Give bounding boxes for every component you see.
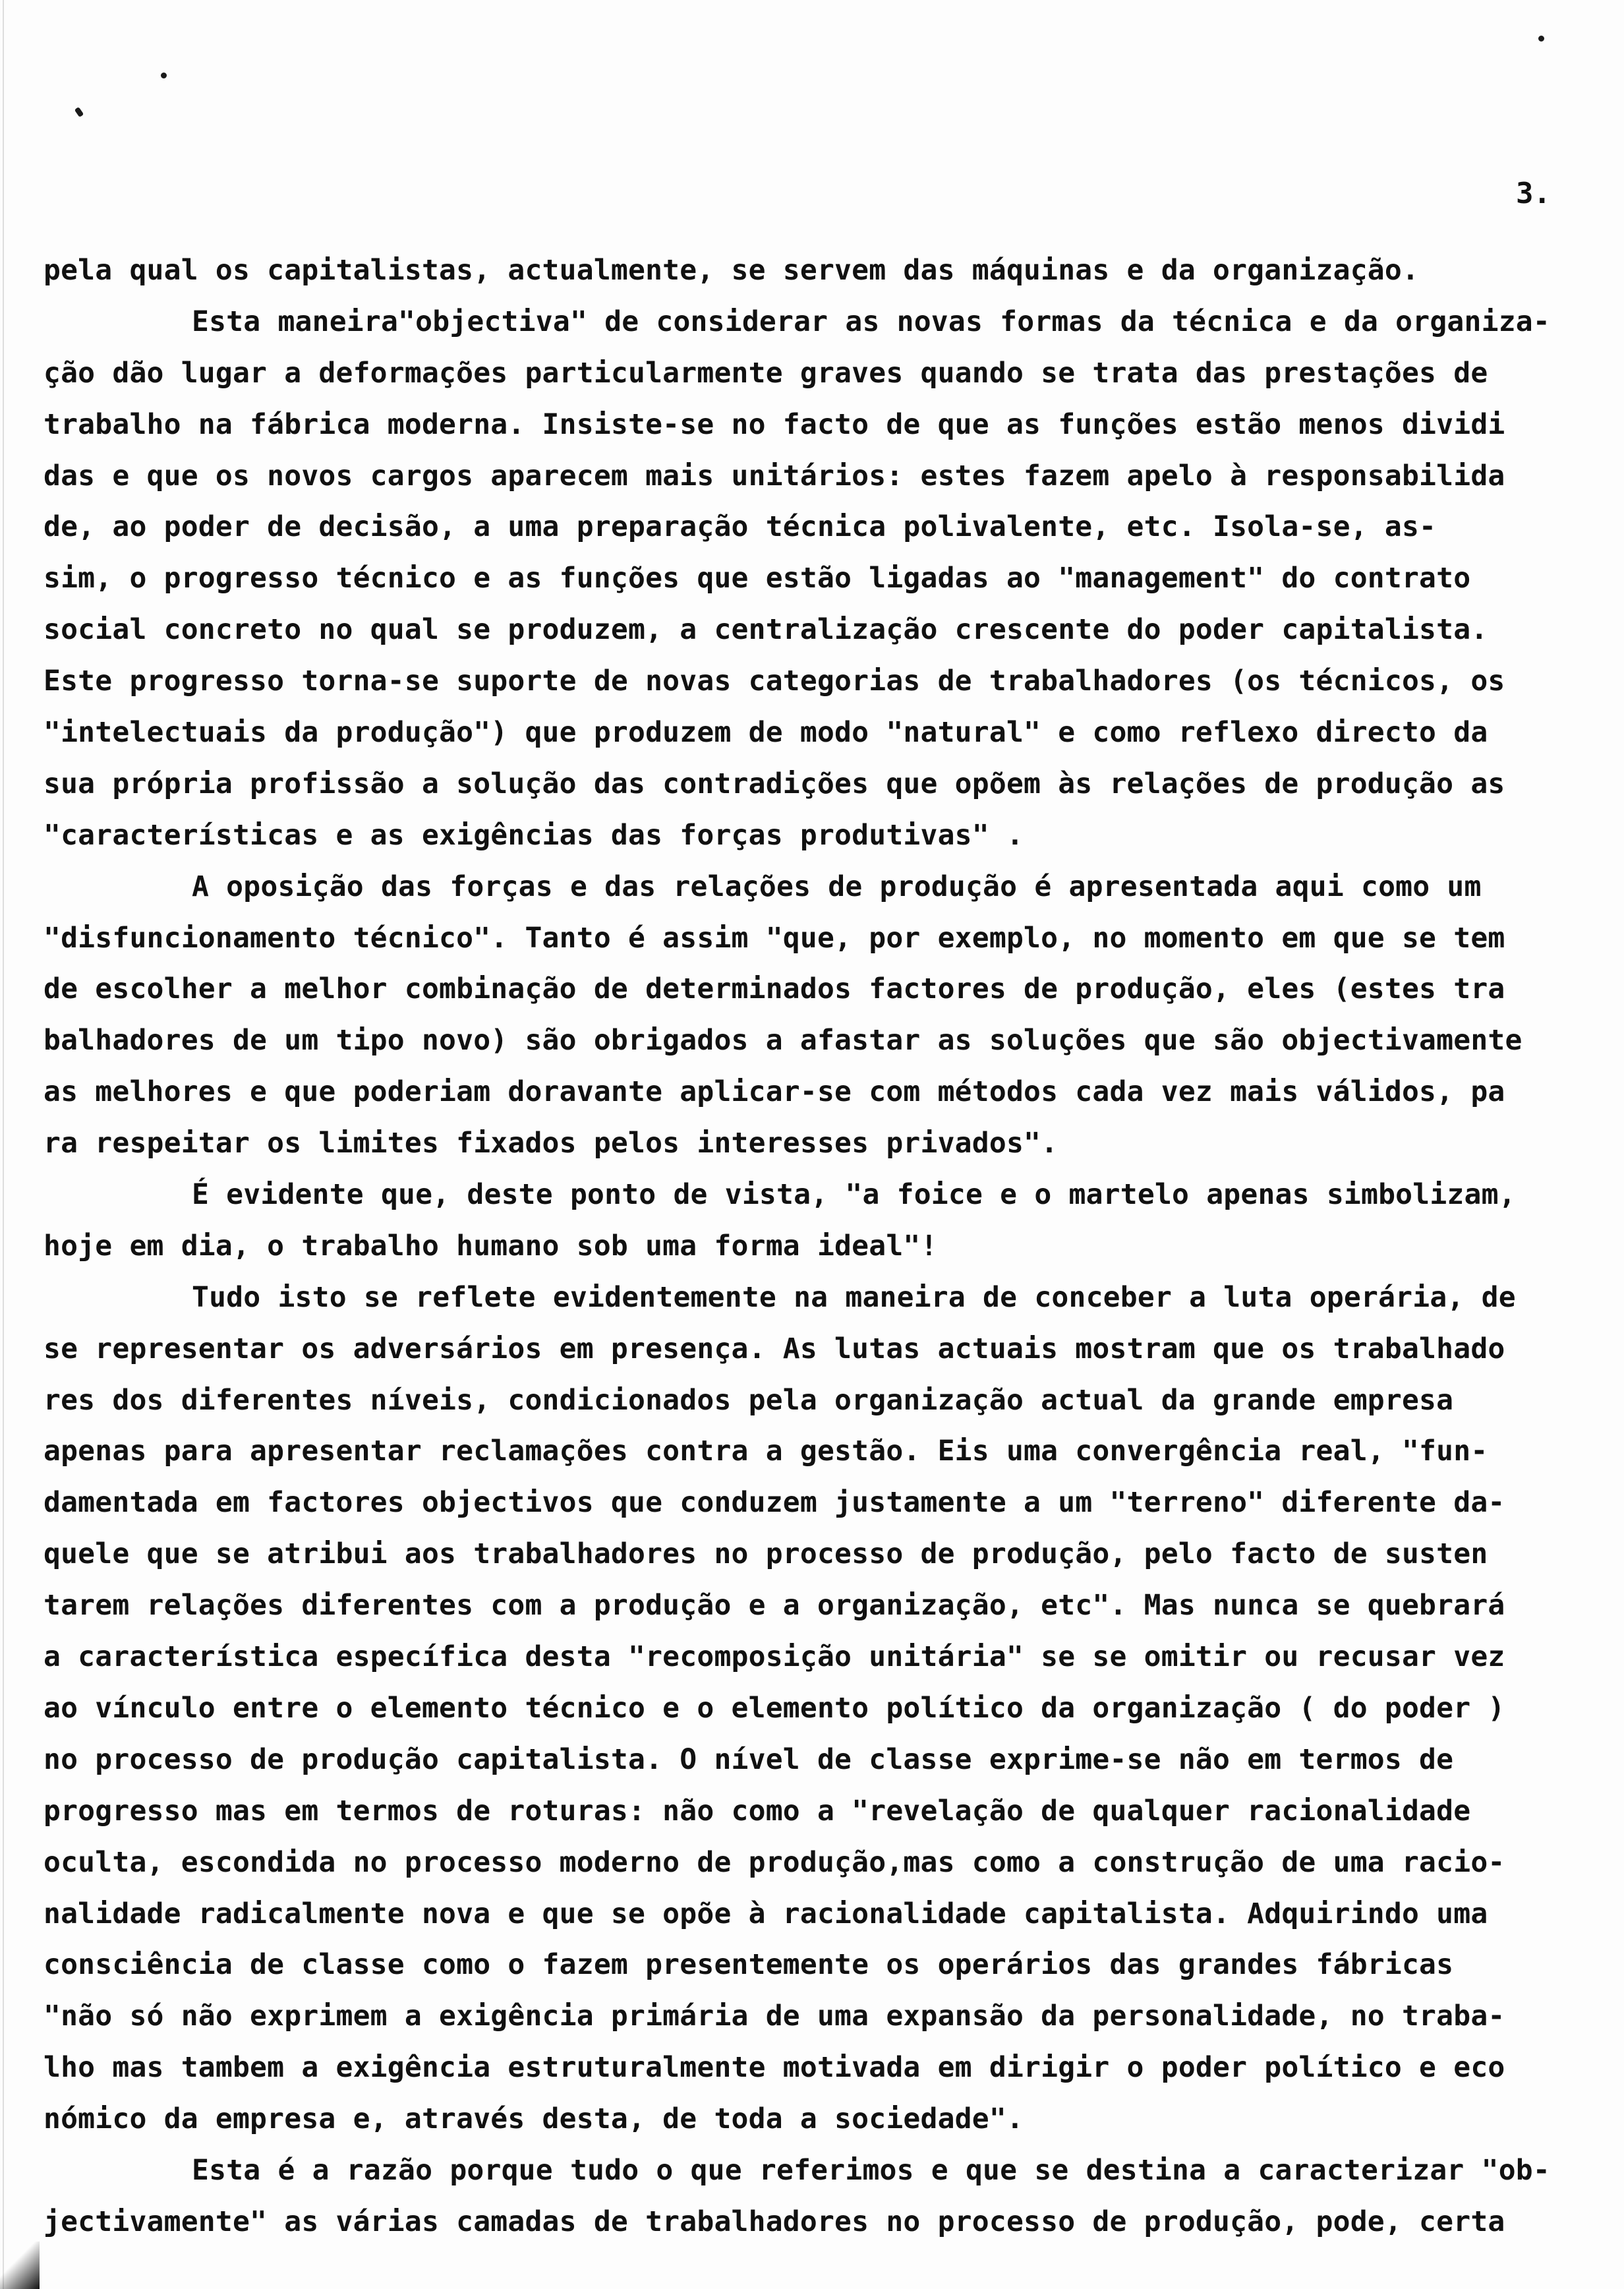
text-line: nalidade radicalmente nova e que se opõe à racionalidade capitalista. Adquirindo uma [44, 1897, 1488, 1930]
text-line: apenas para apresentar reclamações contra a gestão. Eis uma convergência real, "fun- [44, 1435, 1488, 1468]
ink-speck [1538, 36, 1544, 42]
text-line: nómico da empresa e, através desta, de toda a sociedade". [44, 2102, 1024, 2136]
text-line: ção dão lugar a deformações particularmente graves quando se trata das prestações de [44, 356, 1488, 390]
text-line: das e que os novos cargos aparecem mais unitários: estes fazem apelo à responsabilida [44, 459, 1505, 492]
ink-speck [74, 107, 84, 117]
text-line: progresso mas em termos de roturas: não como a "revelação de qualquer racionalidade [44, 1794, 1471, 1828]
text-line: Esta é a razão porque tudo o que referimos e que se destina a caracterizar "ob- [192, 2153, 1550, 2187]
text-line: pela qual os capitalistas, actualmente, se servem das máquinas e da organização. [44, 254, 1420, 287]
text-line: balhadores de um tipo novo) são obrigados a afastar as soluções que são objectivamente [44, 1024, 1522, 1057]
text-line: "disfuncionamento técnico". Tanto é assim "que, por exemplo, no momento em que se tem [44, 921, 1505, 955]
text-line: hoje em dia, o trabalho humano sob uma forma ideal"! [44, 1229, 938, 1263]
text-line: res dos diferentes níveis, condicionados pela organização actual da grande empresa [44, 1383, 1454, 1417]
text-line: as melhores e que poderiam doravante aplicar-se com métodos cada vez mais válidos, pa [44, 1075, 1505, 1109]
text-line: de, ao poder de decisão, a uma preparação técnica polivalente, etc. Isola-se, as- [44, 510, 1437, 544]
text-line: É evidente que, deste ponto de vista, "a foice e o martelo apenas simbolizam, [192, 1178, 1516, 1212]
text-line: lho mas tambem a exigência estruturalmente motivada em dirigir o poder político e eco [44, 2051, 1505, 2085]
text-line: Esta maneira"objectiva" de considerar as novas formas da técnica e da organiza- [192, 305, 1550, 338]
scan-edge-line [3, 0, 4, 2289]
text-line: quele que se atribui aos trabalhadores no processo de produção, pelo facto de susten [44, 1537, 1488, 1571]
text-line: jectivamente" as várias camadas de trabalhadores no processo de produção, pode, certa [44, 2205, 1505, 2238]
page-number: 3. [1516, 177, 1551, 210]
text-line: a característica específica desta "recomposição unitária" se se omitir ou recusar vez [44, 1640, 1505, 1674]
text-line: "intelectuais da produção") que produzem de modo "natural" e como reflexo directo da [44, 716, 1488, 750]
text-line: damentada em factores objectivos que conduzem justamente a um "terreno" diferente da- [44, 1486, 1505, 1520]
body-text [44, 245, 1586, 2248]
text-line: de escolher a melhor combinação de determinados factores de produção, eles (estes tra [44, 972, 1505, 1006]
text-line: sua própria profissão a solução das contradições que opõem às relações de produção as [44, 767, 1505, 800]
text-line: tarem relações diferentes com a produção e a organização, etc". Mas nunca se quebrará [44, 1589, 1505, 1622]
scan-corner-shadow [0, 2242, 40, 2289]
text-line: Tudo isto se reflete evidentemente na maneira de conceber a luta operária, de [192, 1280, 1516, 1314]
text-line: se representar os adversários em presença. As lutas actuais mostram que os trabalhado [44, 1332, 1505, 1365]
text-line: sim, o progresso técnico e as funções que estão ligadas ao "management" do contrato [44, 562, 1471, 595]
text-line: "características e as exigências das forças produtivas" . [44, 818, 1024, 852]
ink-speck [161, 73, 167, 78]
text-line: ra respeitar os limites fixados pelos interesses privados". [44, 1127, 1058, 1160]
text-line: A oposição das forças e das relações de produção é apresentada aqui como um [192, 870, 1482, 903]
text-line: "não só não exprimem a exigência primária de uma expansão da personalidade, no traba- [44, 2000, 1505, 2033]
text-line: social concreto no qual se produzem, a centralização crescente do poder capitalista. [44, 613, 1488, 647]
text-line: trabalho na fábrica moderna. Insiste-se no facto de que as funções estão menos dividi [44, 407, 1505, 441]
text-line: consciência de classe como o fazem presentemente os operários das grandes fábricas [44, 1948, 1454, 1982]
text-line: Este progresso torna-se suporte de novas categorias de trabalhadores (os técnicos, os [44, 665, 1505, 698]
text-line: no processo de produção capitalista. O nível de classe exprime-se não em termos de [44, 1742, 1454, 1776]
text-line: ao vínculo entre o elemento técnico e o elemento político da organização ( do poder ) [44, 1691, 1505, 1725]
text-line: oculta, escondida no processo moderno de produção,mas como a construção de uma racio- [44, 1845, 1505, 1879]
